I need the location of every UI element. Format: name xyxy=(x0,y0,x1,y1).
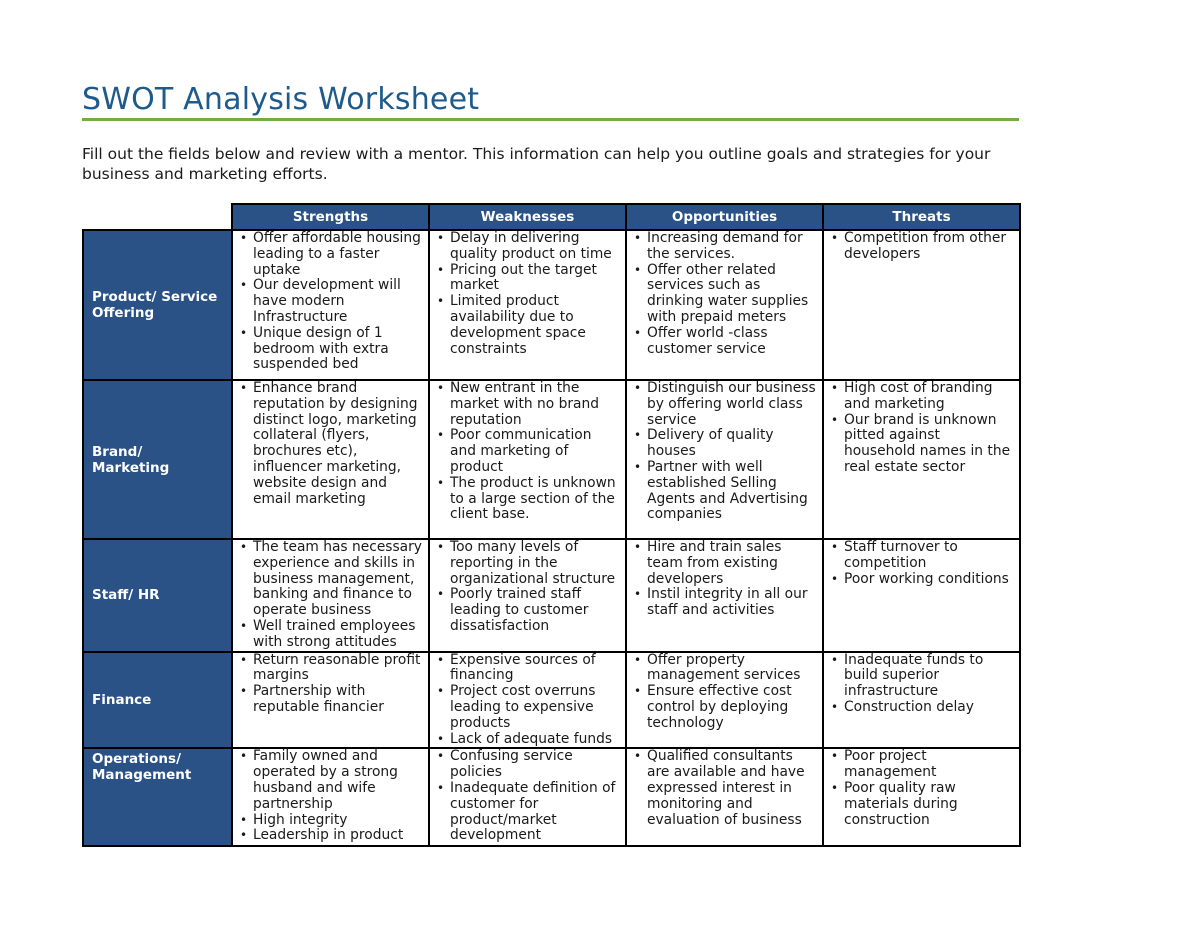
list-item: • Offer world -class customer service xyxy=(633,326,818,358)
column-header-opportunities: Opportunities xyxy=(626,204,823,230)
row-header-brand-marketing: Brand/ Marketing xyxy=(83,380,232,539)
list-item: • Poor working conditions xyxy=(830,572,1015,588)
list-item: • Limited product availability due to development space constraints xyxy=(436,294,621,357)
cell-brand-opportunities xyxy=(626,380,823,539)
cell-staff-weaknesses xyxy=(429,539,626,652)
cell-operations-strengths xyxy=(232,748,429,846)
column-header-strengths: Strengths xyxy=(232,204,429,230)
list-item: • Poor project management xyxy=(830,749,1015,781)
page-title: SWOT Analysis Worksheet xyxy=(82,82,480,117)
list-item: • Partner with well established Selling Agents and Advertising companies xyxy=(633,460,818,523)
list-item: • Leadership in product xyxy=(239,828,424,844)
list-item: • Lack of adequate funds xyxy=(436,732,621,748)
cell-staff-strengths xyxy=(232,539,429,652)
list-item: • The product is unknown to a large section of the client base. xyxy=(436,476,621,523)
list-item: • Expensive sources of financing xyxy=(436,653,621,685)
list-item: • Offer other related services such as drinking water supplies with prepaid meters xyxy=(633,263,818,326)
list-item: • Poorly trained staff leading to customer dissatisfaction xyxy=(436,587,621,634)
list-item: • Confusing service policies xyxy=(436,749,621,781)
cell-product-strengths xyxy=(232,230,429,380)
list-item: • Qualified consultants are available and have expressed interest in monitoring and evaluation of business xyxy=(633,749,818,828)
list-item: • Instil integrity in all our staff and activities xyxy=(633,587,818,619)
list-item: • Our development will have modern Infrastructure xyxy=(239,278,424,325)
list-item: • Unique design of 1 bedroom with extra suspended bed xyxy=(239,326,424,373)
list-item: • Offer affordable housing leading to a faster uptake xyxy=(239,231,424,278)
cell-brand-threats xyxy=(823,380,1020,539)
row-header-finance: Finance xyxy=(83,652,232,749)
list-item: • Competition from other developers xyxy=(830,231,1015,263)
list-item: • Partnership with reputable financier xyxy=(239,684,424,716)
cell-staff-opportunities xyxy=(626,539,823,652)
cell-operations-weaknesses xyxy=(429,748,626,846)
cell-brand-strengths xyxy=(232,380,429,539)
list-item: • Increasing demand for the services. xyxy=(633,231,818,263)
row-header-staff-hr: Staff/ HR xyxy=(83,539,232,652)
list-item: • Delivery of quality houses xyxy=(633,428,818,460)
list-item: • Distinguish our business by offering world class service xyxy=(633,381,818,428)
cell-product-opportunities xyxy=(626,230,823,380)
list-item: • Well trained employees with strong attitudes xyxy=(239,619,424,651)
cell-operations-opportunities xyxy=(626,748,823,846)
list-item: • Return reasonable profit margins xyxy=(239,653,424,685)
cell-brand-weaknesses xyxy=(429,380,626,539)
table-row-product-service xyxy=(83,230,1020,380)
list-item: • Poor communication and marketing of product xyxy=(436,428,621,475)
row-header-operations: Operations/ Management xyxy=(83,748,232,846)
swot-table xyxy=(82,203,1021,847)
list-item: • Offer property management services xyxy=(633,653,818,685)
row-header-product-service: Product/ Service Offering xyxy=(83,230,232,380)
list-item: • High integrity xyxy=(239,813,424,829)
cell-finance-opportunities xyxy=(626,652,823,749)
list-item: • Inadequate definition of customer for product/market development xyxy=(436,781,621,844)
table-row-operations xyxy=(83,748,1020,846)
cell-finance-threats xyxy=(823,652,1020,749)
list-item: • Family owned and operated by a strong husband and wife partnership xyxy=(239,749,424,812)
cell-finance-strengths xyxy=(232,652,429,749)
table-row-finance xyxy=(83,652,1020,749)
cell-operations-threats xyxy=(823,748,1020,846)
intro-paragraph: Fill out the fields below and review with a mentor. This information can help you outline goals and strategies for your business and marketing efforts. xyxy=(82,145,991,183)
list-item: • Hire and train sales team from existing developers xyxy=(633,540,818,587)
list-item: • Too many levels of reporting in the organizational structure xyxy=(436,540,621,587)
list-item: • Pricing out the target market xyxy=(436,263,621,295)
cell-finance-weaknesses xyxy=(429,652,626,749)
list-item: • Construction delay xyxy=(830,700,1015,716)
list-item: • The team has necessary experience and skills in business management, banking and finance to operate business xyxy=(239,540,424,619)
list-item: • Ensure effective cost control by deploying technology xyxy=(633,684,818,731)
list-item: • Project cost overruns leading to expensive products xyxy=(436,684,621,731)
table-row-staff-hr xyxy=(83,539,1020,652)
list-item: • Enhance brand reputation by designing distinct logo, marketing collateral (flyers, brochures etc), influencer marketing, website design and email marketing xyxy=(239,381,424,507)
list-item: • Inadequate funds to build superior infrastructure xyxy=(830,653,1015,700)
list-item: • New entrant in the market with no brand reputation xyxy=(436,381,621,428)
table-row-brand-marketing xyxy=(83,380,1020,539)
cell-product-threats xyxy=(823,230,1020,380)
list-item: • Delay in delivering quality product on time xyxy=(436,231,621,263)
list-item: • Staff turnover to competition xyxy=(830,540,1015,572)
cell-staff-threats xyxy=(823,539,1020,652)
list-item: • Poor quality raw materials during construction xyxy=(830,781,1015,828)
column-header-weaknesses: Weaknesses xyxy=(429,204,626,230)
cell-product-weaknesses xyxy=(429,230,626,380)
list-item: • Our brand is unknown pitted against household names in the real estate sector xyxy=(830,413,1015,476)
title-divider xyxy=(82,118,1019,121)
column-header-threats: Threats xyxy=(823,204,1020,230)
list-item: • High cost of branding and marketing xyxy=(830,381,1015,413)
header-corner xyxy=(83,204,232,230)
